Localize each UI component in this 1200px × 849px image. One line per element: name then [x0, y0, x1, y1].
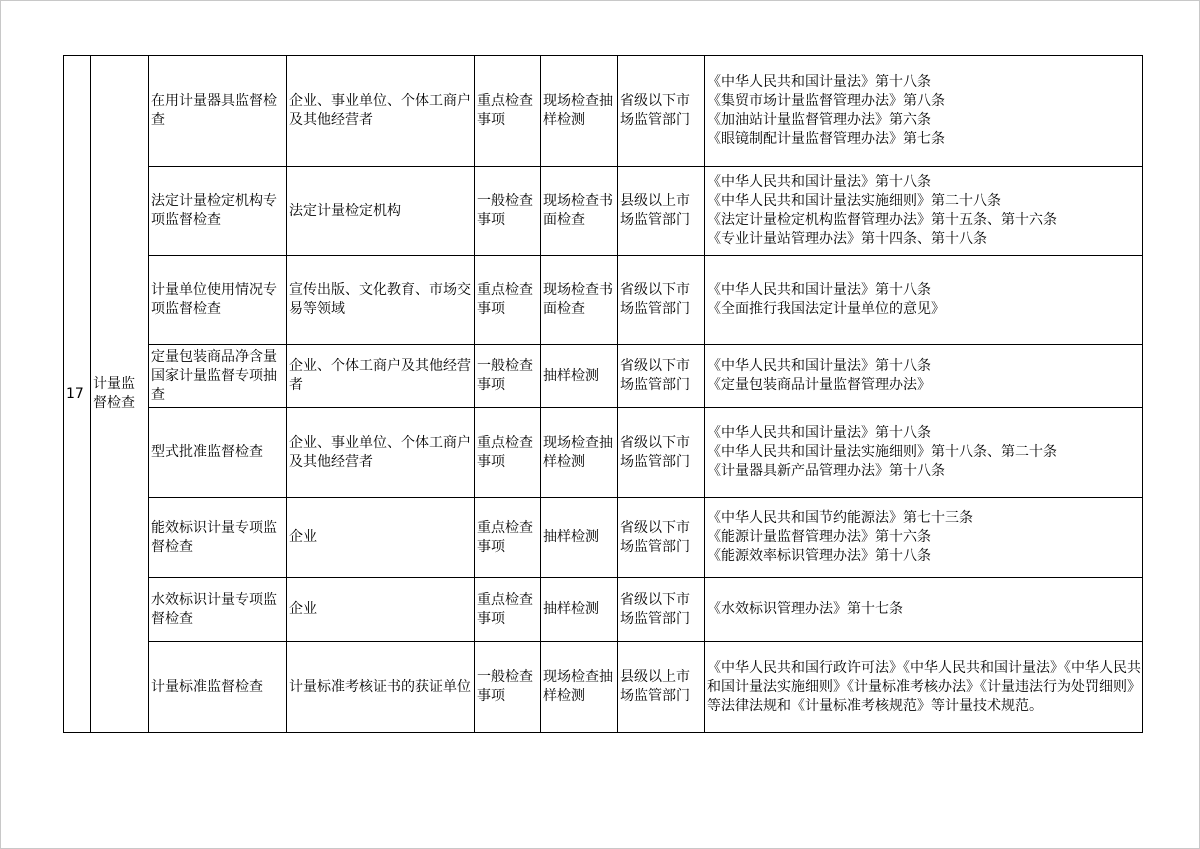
check-object: 企业: [287, 578, 475, 642]
check-type: 重点检查事项: [475, 256, 541, 345]
table-row: [64, 256, 1143, 345]
basis-line: 《计量器具新产品管理办法》第十八条: [707, 463, 945, 479]
check-authority: 省级以下市场监管部门: [618, 498, 705, 578]
check-object: 法定计量检定机构: [287, 167, 475, 256]
check-authority: 省级以下市场监管部门: [618, 578, 705, 642]
check-item: 计量标准监督检查: [149, 642, 287, 733]
legal-basis: [705, 256, 1143, 345]
basis-line: 《中华人民共和国计量法》第十八条: [707, 74, 931, 90]
basis-line: 《法定计量检定机构监督管理办法》第十五条、第十六条: [707, 212, 1057, 228]
check-type: 重点检查事项: [475, 498, 541, 578]
check-object: 企业、事业单位、个体工商户及其他经营者: [287, 408, 475, 498]
basis-line: 《定量包装商品计量监督管理办法》: [707, 377, 931, 393]
basis-line: 《中华人民共和国计量法实施细则》第十八条、第二十条: [707, 444, 1057, 460]
legal-basis: [705, 408, 1143, 498]
check-type: 重点检查事项: [475, 56, 541, 167]
basis-line: 《中华人民共和国计量法》第十八条: [707, 174, 931, 190]
table-row: [64, 56, 1143, 167]
table-row: [64, 408, 1143, 498]
basis-line: 《能源计量监督管理办法》第十六条: [707, 529, 931, 545]
check-object: 企业、事业单位、个体工商户及其他经营者: [287, 56, 475, 167]
check-item: 型式批准监督检查: [149, 408, 287, 498]
basis-line: 《全面推行我国法定计量单位的意见》: [707, 301, 945, 317]
check-item: 水效标识计量专项监督检查: [149, 578, 287, 642]
legal-basis: [705, 56, 1143, 167]
check-authority: 县级以上市场监管部门: [618, 642, 705, 733]
check-type: 重点检查事项: [475, 578, 541, 642]
check-object: 企业: [287, 498, 475, 578]
check-type: 重点检查事项: [475, 408, 541, 498]
basis-line: 《专业计量站管理办法》第十四条、第十八条: [707, 231, 987, 247]
table-row: [64, 642, 1143, 733]
check-object: 计量标准考核证书的获证单位: [287, 642, 475, 733]
legal-basis: 《中华人民共和国行政许可法》《中华人民共和国计量法》《中华人民共和国计量法实施细则》《计量标准考核办法》《计量违法行为处罚细则》等法律法规和《计量标准考核规范》等计量技术规范。: [705, 642, 1143, 733]
check-authority: 省级以下市场监管部门: [618, 345, 705, 408]
check-item: 计量单位使用情况专项监督检查: [149, 256, 287, 345]
check-item: 定量包装商品净含量国家计量监督专项抽查: [149, 345, 287, 408]
basis-line: 《中华人民共和国计量法》第十八条: [707, 282, 931, 298]
check-method: 现场检查书面检查: [541, 167, 618, 256]
inspection-items-table: [63, 55, 1143, 733]
table-row: [64, 498, 1143, 578]
check-method: 抽样检测: [541, 578, 618, 642]
table-row: [64, 578, 1143, 642]
check-authority: 县级以上市场监管部门: [618, 167, 705, 256]
check-authority: 省级以下市场监管部门: [618, 56, 705, 167]
check-object: 企业、个体工商户及其他经营者: [287, 345, 475, 408]
legal-basis: [705, 345, 1143, 408]
basis-line: 《水效标识管理办法》第十七条: [707, 601, 903, 617]
legal-basis: [705, 498, 1143, 578]
legal-basis: [705, 167, 1143, 256]
basis-line: 《能源效率标识管理办法》第十八条: [707, 548, 931, 564]
table-row: [64, 345, 1143, 408]
check-method: 抽样检测: [541, 345, 618, 408]
table-row: [64, 167, 1143, 256]
check-item: 能效标识计量专项监督检查: [149, 498, 287, 578]
basis-line: 《加油站计量监督管理办法》第六条: [707, 112, 931, 128]
basis-line: 《中华人民共和国计量法》第十八条: [707, 358, 931, 374]
basis-line: 《中华人民共和国计量法》第十八条: [707, 425, 931, 441]
check-authority: 省级以下市场监管部门: [618, 256, 705, 345]
check-type: 一般检查事项: [475, 642, 541, 733]
basis-line: 《中华人民共和国节约能源法》第七十三条: [707, 510, 973, 526]
legal-basis: [705, 578, 1143, 642]
check-item: 在用计量器具监督检查: [149, 56, 287, 167]
check-item: 法定计量检定机构专项监督检查: [149, 167, 287, 256]
check-authority: 省级以下市场监管部门: [618, 408, 705, 498]
check-method: 现场检查抽样检测: [541, 642, 618, 733]
check-type: 一般检查事项: [475, 167, 541, 256]
check-type: 一般检查事项: [475, 345, 541, 408]
category-cell: 计量监督检查: [91, 56, 149, 733]
basis-line: 《集贸市场计量监督管理办法》第八条: [707, 93, 945, 109]
check-object: 宣传出版、文化教育、市场交易等领域: [287, 256, 475, 345]
row-number: 17: [64, 56, 91, 733]
check-method: 现场检查抽样检测: [541, 56, 618, 167]
basis-line: 《中华人民共和国计量法实施细则》第二十八条: [707, 193, 1001, 209]
check-method: 现场检查书面检查: [541, 256, 618, 345]
check-method: 抽样检测: [541, 498, 618, 578]
check-method: 现场检查抽样检测: [541, 408, 618, 498]
basis-line: 《眼镜制配计量监督管理办法》第七条: [707, 131, 945, 147]
